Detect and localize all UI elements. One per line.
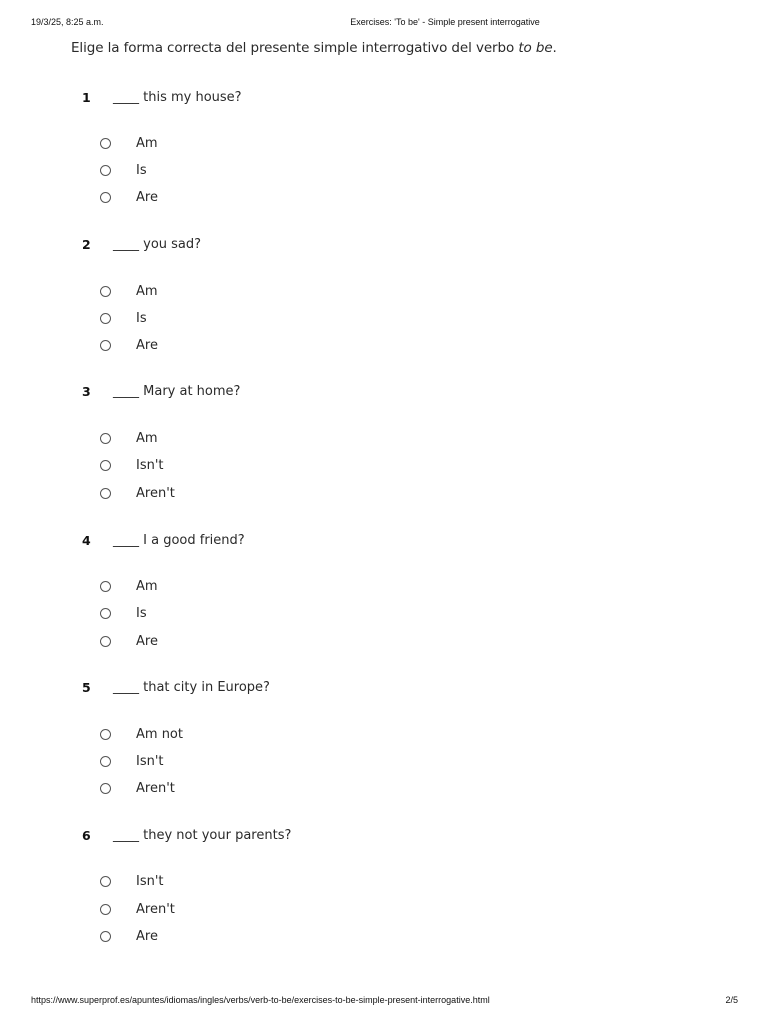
answer-option[interactable]: [100, 606, 400, 624]
answer-option[interactable]: [100, 902, 400, 920]
question-number: 6: [82, 828, 91, 843]
question-text: ____ they not your parents?: [113, 828, 292, 843]
option-label: Am: [136, 579, 158, 594]
answer-option[interactable]: [100, 634, 400, 652]
radio-button[interactable]: [100, 340, 111, 351]
question-number: 1: [82, 90, 91, 105]
instruction-prefix: Elige la forma correcta del presente simple interrogativo del verbo: [71, 40, 519, 56]
answer-option[interactable]: [100, 136, 400, 154]
option-label: Isn't: [136, 754, 164, 769]
question-text: ____ Mary at home?: [113, 384, 241, 399]
radio-button[interactable]: [100, 460, 111, 471]
radio-button[interactable]: [100, 286, 111, 297]
option-label: Are: [136, 929, 158, 944]
instruction-suffix: .: [552, 40, 557, 56]
instruction-text: [71, 40, 557, 56]
print-footer: [0, 995, 768, 1009]
radio-button[interactable]: [100, 192, 111, 203]
option-label: Are: [136, 338, 158, 353]
option-label: Is: [136, 606, 147, 621]
radio-button[interactable]: [100, 876, 111, 887]
option-label: Are: [136, 190, 158, 205]
print-header: [0, 17, 768, 31]
radio-button[interactable]: [100, 608, 111, 619]
answer-option[interactable]: [100, 727, 400, 745]
answer-option[interactable]: [100, 781, 400, 799]
answer-option[interactable]: [100, 431, 400, 449]
question-number: 4: [82, 533, 91, 548]
option-label: Am: [136, 431, 158, 446]
answer-option[interactable]: [100, 579, 400, 597]
answer-option[interactable]: [100, 190, 400, 208]
option-label: Am not: [136, 727, 183, 742]
option-label: Isn't: [136, 874, 164, 889]
radio-button[interactable]: [100, 138, 111, 149]
option-label: Am: [136, 136, 158, 151]
answer-option[interactable]: [100, 929, 400, 947]
question-text: ____ this my house?: [113, 90, 242, 105]
option-label: Am: [136, 284, 158, 299]
document-title: Exercises: 'To be' - Simple present interrogative: [350, 17, 540, 27]
question-number: 3: [82, 384, 91, 399]
option-label: Is: [136, 311, 147, 326]
option-label: Aren't: [136, 486, 175, 501]
question-number: 5: [82, 680, 91, 695]
page-number: 2/5: [725, 995, 738, 1005]
question-text: ____ you sad?: [113, 237, 202, 252]
question-text: ____ I a good friend?: [113, 533, 245, 548]
answer-option[interactable]: [100, 754, 400, 772]
radio-button[interactable]: [100, 931, 111, 942]
radio-button[interactable]: [100, 756, 111, 767]
instruction-emphasis: to be: [518, 40, 553, 56]
answer-option[interactable]: [100, 338, 400, 356]
radio-button[interactable]: [100, 165, 111, 176]
radio-button[interactable]: [100, 581, 111, 592]
radio-button[interactable]: [100, 433, 111, 444]
radio-button[interactable]: [100, 783, 111, 794]
answer-option[interactable]: [100, 284, 400, 302]
option-label: Isn't: [136, 458, 164, 473]
option-label: Aren't: [136, 781, 175, 796]
radio-button[interactable]: [100, 636, 111, 647]
option-label: Are: [136, 634, 158, 649]
radio-button[interactable]: [100, 488, 111, 499]
answer-option[interactable]: [100, 311, 400, 329]
option-label: Is: [136, 163, 147, 178]
answer-option[interactable]: [100, 486, 400, 504]
answer-option[interactable]: [100, 163, 400, 181]
radio-button[interactable]: [100, 904, 111, 915]
option-label: Aren't: [136, 902, 175, 917]
question-number: 2: [82, 237, 91, 252]
page-url: https://www.superprof.es/apuntes/idiomas/ingles/verbs/verb-to-be/exercises-to-be-simple-present-interrogative.html: [31, 995, 490, 1005]
answer-option[interactable]: [100, 874, 400, 892]
radio-button[interactable]: [100, 313, 111, 324]
print-date: 19/3/25, 8:25 a.m.: [31, 17, 104, 27]
answer-option[interactable]: [100, 458, 400, 476]
question-text: ____ that city in Europe?: [113, 680, 270, 695]
radio-button[interactable]: [100, 729, 111, 740]
